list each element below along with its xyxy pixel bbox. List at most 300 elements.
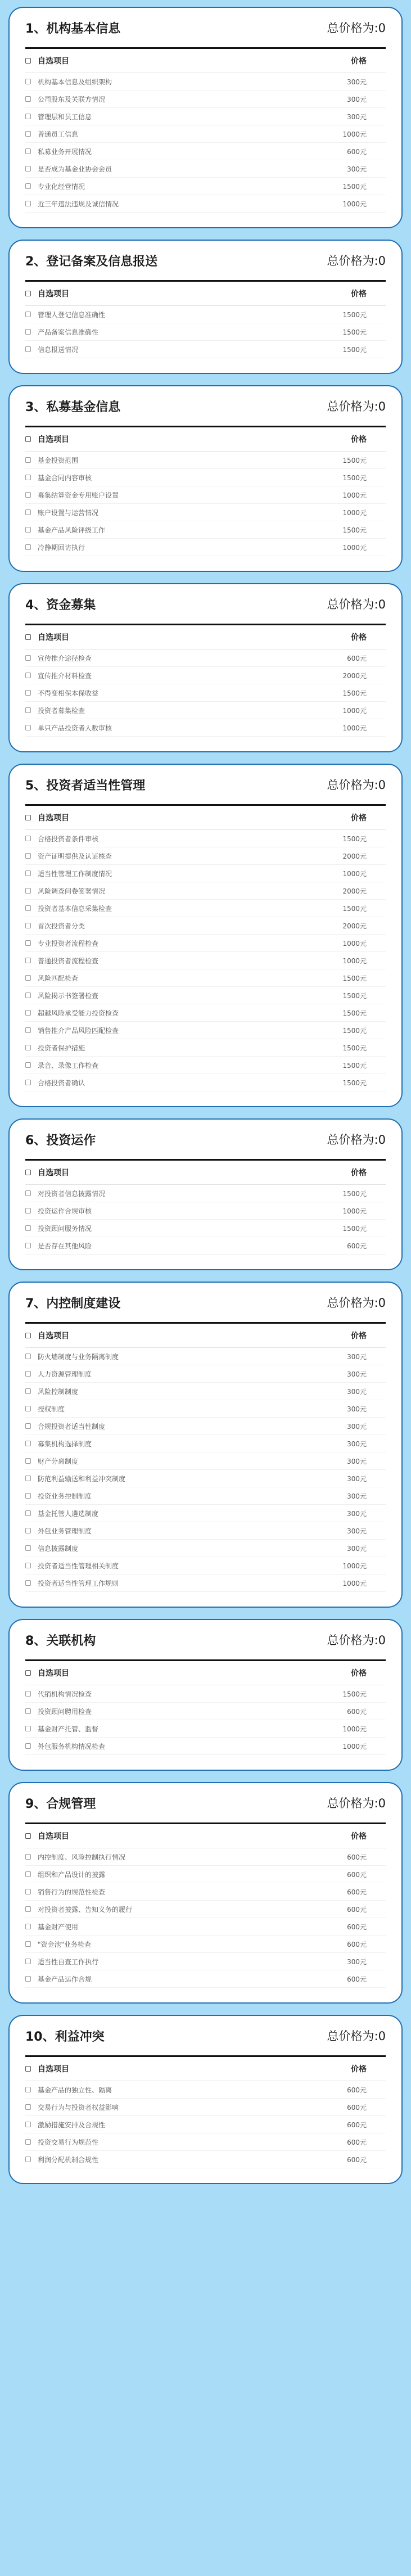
list-item[interactable]	[25, 1418, 386, 1435]
list-item-left	[25, 1078, 85, 1088]
item-price: 600元	[347, 2103, 367, 2112]
item-checkbox[interactable]	[25, 1493, 31, 1499]
list-item-left	[25, 1241, 92, 1251]
list-item[interactable]	[25, 108, 386, 125]
item-price: 1000元	[342, 508, 367, 517]
item-price: 600元	[347, 2138, 367, 2146]
item-label: 适当性自查工作执行	[38, 1957, 99, 1966]
item-label: 专业投资者流程检查	[38, 939, 99, 948]
select-all-checkbox[interactable]	[25, 291, 31, 296]
list-item[interactable]	[25, 160, 386, 178]
item-checkbox[interactable]	[25, 690, 31, 696]
item-checkbox[interactable]	[25, 329, 31, 335]
item-checkbox[interactable]	[25, 457, 31, 463]
list-item-left	[25, 723, 112, 733]
list-item[interactable]	[25, 1738, 386, 1755]
list-item[interactable]	[25, 1575, 386, 1592]
item-checkbox[interactable]	[25, 1010, 31, 1016]
item-checkbox[interactable]	[25, 475, 31, 480]
list-item[interactable]	[25, 684, 386, 702]
item-label: 单只产品投资者人数审核	[38, 724, 112, 732]
select-all-checkbox[interactable]	[25, 1670, 31, 1676]
list-item-left	[25, 2120, 105, 2130]
list-item[interactable]	[25, 1365, 386, 1383]
list-item-left	[25, 2155, 98, 2164]
total-value: 0	[378, 21, 386, 35]
list-item-left	[25, 688, 98, 698]
list-item[interactable]	[25, 1505, 386, 1522]
item-label: 管理层和员工信息	[38, 112, 92, 121]
list-item-left	[25, 1526, 92, 1536]
item-checkbox[interactable]	[25, 725, 31, 730]
item-price: 600元	[347, 1242, 367, 1250]
total-prefix: 总价格为:	[327, 1634, 378, 1647]
item-label: 外包服务机构情况检查	[38, 1742, 106, 1751]
item-price: 600元	[347, 147, 367, 156]
item-checkbox[interactable]	[25, 183, 31, 189]
list-item[interactable]	[25, 1039, 386, 1057]
list-item-left	[25, 1404, 65, 1414]
list-item[interactable]	[25, 1866, 386, 1883]
item-checkbox[interactable]	[25, 888, 31, 894]
item-checkbox[interactable]	[25, 1959, 31, 1964]
item-price: 600元	[347, 1888, 367, 1896]
list-item[interactable]	[25, 2151, 386, 2168]
item-price: 300元	[347, 1457, 367, 1465]
item-checkbox[interactable]	[25, 1528, 31, 1533]
section-title: 4、资金募集	[25, 598, 96, 612]
item-label: 对投资者披露、告知义务的履行	[38, 1905, 133, 1914]
item-checkbox[interactable]	[25, 2139, 31, 2145]
item-checkbox[interactable]	[25, 166, 31, 172]
list-item[interactable]	[25, 521, 386, 539]
list-item[interactable]	[25, 900, 386, 917]
list-item[interactable]	[25, 178, 386, 195]
item-label: 投资者适当性管理工作规则	[38, 1579, 119, 1587]
section-title: 1、机构基本信息	[25, 21, 121, 36]
item-checkbox[interactable]	[25, 492, 31, 498]
item-price: 1500元	[342, 1044, 367, 1052]
list-item[interactable]	[25, 469, 386, 486]
item-checkbox[interactable]	[25, 1243, 31, 1248]
list-item-left	[25, 1026, 119, 1035]
select-all-checkbox[interactable]	[25, 1833, 31, 1839]
item-label: 利润分配机制合规性	[38, 2155, 99, 2164]
item-price: 2000元	[342, 887, 367, 895]
item-price: 1500元	[342, 182, 367, 191]
list-item[interactable]	[25, 1522, 386, 1540]
item-checkbox[interactable]	[25, 1208, 31, 1213]
item-checkbox[interactable]	[25, 1924, 31, 1929]
item-checkbox[interactable]	[25, 1190, 31, 1196]
list-item[interactable]	[25, 847, 386, 865]
list-item[interactable]	[25, 1452, 386, 1470]
item-checkbox[interactable]	[25, 1423, 31, 1429]
list-item[interactable]	[25, 1435, 386, 1452]
item-label: 首次投资者分类	[38, 922, 85, 930]
list-item[interactable]	[25, 830, 386, 847]
select-all-checkbox[interactable]	[25, 2066, 31, 2072]
list-item[interactable]	[25, 1057, 386, 1074]
item-price: 300元	[347, 1957, 367, 1966]
column-header	[25, 49, 386, 73]
list-item-left	[25, 834, 98, 843]
list-item[interactable]	[25, 125, 386, 143]
item-checkbox[interactable]	[25, 1045, 31, 1050]
item-label: 近三年违法违规及诚信情况	[38, 200, 119, 208]
section-header	[25, 1120, 386, 1161]
section-header	[25, 765, 386, 806]
item-checkbox[interactable]	[25, 201, 31, 206]
item-price: 1500元	[342, 1189, 367, 1198]
list-item[interactable]	[25, 1936, 386, 1953]
item-price: 2000元	[342, 671, 367, 680]
item-checkbox[interactable]	[25, 1476, 31, 1481]
section-total	[327, 252, 386, 269]
list-item[interactable]	[25, 865, 386, 882]
list-item[interactable]	[25, 935, 386, 952]
item-label: "资金池"业务检查	[38, 1940, 92, 1948]
select-all-checkbox[interactable]	[25, 815, 31, 820]
list-item[interactable]	[25, 1004, 386, 1022]
item-checkbox[interactable]	[25, 1354, 31, 1359]
section-header	[25, 584, 386, 625]
list-item-left	[25, 1189, 105, 1198]
list-item-left	[25, 1491, 92, 1501]
list-item[interactable]	[25, 667, 386, 684]
section-card	[8, 2015, 403, 2184]
list-item-left	[25, 1544, 78, 1553]
list-item-left	[25, 904, 112, 913]
list-item[interactable]	[25, 1557, 386, 1575]
item-checkbox[interactable]	[25, 905, 31, 911]
item-checkbox[interactable]	[25, 2122, 31, 2127]
item-price: 300元	[347, 78, 367, 86]
section-title: 9、合规管理	[25, 1797, 96, 1811]
column-item-label: 自选项目	[38, 814, 69, 823]
list-item-left	[25, 1578, 119, 1588]
section-card	[8, 583, 403, 752]
item-checkbox[interactable]	[25, 509, 31, 515]
list-item-left	[25, 2085, 112, 2095]
item-label: 是否存在其他风险	[38, 1242, 92, 1250]
column-header-left	[25, 1667, 69, 1679]
item-label: 投资者募集检查	[38, 706, 85, 715]
section-card	[8, 240, 403, 374]
item-label: 募集机构选择制度	[38, 1440, 92, 1448]
list-item[interactable]	[25, 1970, 386, 1988]
column-header	[25, 1161, 386, 1185]
item-checkbox[interactable]	[25, 1545, 31, 1551]
list-item[interactable]	[25, 73, 386, 91]
item-checkbox[interactable]	[25, 1854, 31, 1860]
column-item-label: 自选项目	[38, 1832, 69, 1841]
list-item-left	[25, 921, 85, 931]
list-item[interactable]	[25, 486, 386, 504]
list-item[interactable]	[25, 952, 386, 969]
column-price-label: 价格	[351, 1332, 367, 1341]
item-checkbox[interactable]	[25, 1691, 31, 1697]
list-item[interactable]	[25, 1703, 386, 1720]
item-checkbox[interactable]	[25, 940, 31, 946]
item-label: 录音、录像工作检查	[38, 1061, 99, 1070]
list-item[interactable]	[25, 987, 386, 1004]
column-item-label: 自选项目	[38, 1169, 69, 1178]
column-header-left	[25, 288, 69, 299]
item-checkbox[interactable]	[25, 1889, 31, 1894]
item-checkbox[interactable]	[25, 131, 31, 137]
item-checkbox[interactable]	[25, 836, 31, 841]
select-all-checkbox[interactable]	[25, 634, 31, 640]
item-label: 投资交易行为规范性	[38, 2138, 99, 2146]
item-list	[25, 1848, 386, 1988]
list-item[interactable]	[25, 917, 386, 935]
item-label: 基金投资范围	[38, 456, 79, 464]
item-checkbox[interactable]	[25, 992, 31, 998]
item-checkbox[interactable]	[25, 1458, 31, 1464]
item-checkbox[interactable]	[25, 2104, 31, 2110]
list-item[interactable]	[25, 1348, 386, 1365]
item-price: 300元	[347, 1440, 367, 1448]
list-item-left	[25, 1742, 105, 1751]
item-label: 风险调查问卷签署情况	[38, 887, 106, 895]
list-item[interactable]	[25, 1383, 386, 1400]
item-price: 1500元	[342, 1224, 367, 1233]
section-title: 10、利益冲突	[25, 2029, 105, 2044]
list-item-left	[25, 508, 98, 517]
item-checkbox[interactable]	[25, 1871, 31, 1877]
list-item[interactable]	[25, 341, 386, 358]
item-price: 2000元	[342, 922, 367, 930]
total-prefix: 总价格为:	[327, 778, 378, 792]
select-all-checkbox[interactable]	[25, 58, 31, 64]
item-price: 600元	[347, 2121, 367, 2129]
total-value: 0	[378, 598, 386, 611]
item-label: 是否成为基金业协会会员	[38, 165, 112, 173]
item-checkbox[interactable]	[25, 527, 31, 533]
item-checkbox[interactable]	[25, 1708, 31, 1714]
item-label: 投资顾问聘用检查	[38, 1707, 92, 1716]
item-list	[25, 649, 386, 737]
item-checkbox[interactable]	[25, 346, 31, 352]
item-label: 超越风险承受能力投资检查	[38, 1009, 119, 1017]
column-price-label: 价格	[351, 2065, 367, 2074]
item-checkbox[interactable]	[25, 1941, 31, 1947]
item-label: 账户设置与运营情况	[38, 508, 99, 517]
item-price: 1000元	[342, 1207, 367, 1215]
item-checkbox[interactable]	[25, 958, 31, 963]
item-price: 2000元	[342, 852, 367, 860]
list-item[interactable]	[25, 1220, 386, 1237]
item-checkbox[interactable]	[25, 1062, 31, 1068]
column-price-label: 价格	[351, 1832, 367, 1841]
item-checkbox[interactable]	[25, 2087, 31, 2092]
list-item[interactable]	[25, 1883, 386, 1901]
list-item[interactable]	[25, 649, 386, 667]
column-price-label: 价格	[351, 57, 367, 66]
column-item-label: 自选项目	[38, 57, 69, 66]
section-header	[25, 1620, 386, 1661]
item-label: 信息披露制度	[38, 1544, 79, 1553]
list-item-left	[25, 991, 98, 1000]
item-checkbox[interactable]	[25, 148, 31, 154]
list-item[interactable]	[25, 2116, 386, 2133]
item-checkbox[interactable]	[25, 707, 31, 713]
item-checkbox[interactable]	[25, 1027, 31, 1033]
section-total	[327, 2027, 386, 2044]
section-total	[327, 595, 386, 612]
list-item[interactable]	[25, 143, 386, 160]
item-checkbox[interactable]	[25, 1976, 31, 1982]
item-label: 销售推介产品风险匹配检查	[38, 1026, 119, 1035]
item-label: 财产分离制度	[38, 1457, 79, 1465]
item-price: 1500元	[342, 473, 367, 482]
item-checkbox[interactable]	[25, 673, 31, 678]
item-price: 1500元	[342, 1009, 367, 1017]
item-price: 1500元	[342, 834, 367, 843]
list-item[interactable]	[25, 1074, 386, 1091]
item-list	[25, 2081, 386, 2168]
item-checkbox[interactable]	[25, 1580, 31, 1586]
list-item-left	[25, 706, 85, 715]
total-value: 0	[378, 1133, 386, 1147]
item-checkbox[interactable]	[25, 312, 31, 317]
item-checkbox[interactable]	[25, 1225, 31, 1231]
list-item-left	[25, 473, 92, 482]
list-item[interactable]	[25, 539, 386, 556]
list-item-left	[25, 112, 92, 121]
item-checkbox[interactable]	[25, 1743, 31, 1749]
column-header-left	[25, 55, 69, 66]
item-label: 投资业务控制制度	[38, 1492, 92, 1500]
item-label: 信息报送情况	[38, 345, 79, 354]
item-checkbox[interactable]	[25, 2157, 31, 2162]
item-checkbox[interactable]	[25, 1441, 31, 1446]
section-header	[25, 1283, 386, 1324]
total-value: 0	[378, 1634, 386, 1647]
list-item[interactable]	[25, 1848, 386, 1866]
list-item[interactable]	[25, 1953, 386, 1970]
item-label: 交易行为与投资者权益影响	[38, 2103, 119, 2112]
list-item[interactable]	[25, 2133, 386, 2151]
total-value: 0	[378, 778, 386, 792]
list-item[interactable]	[25, 1487, 386, 1505]
total-prefix: 总价格为:	[327, 2029, 378, 2043]
list-item[interactable]	[25, 1237, 386, 1255]
item-price: 1000元	[342, 1579, 367, 1587]
list-item-left	[25, 653, 92, 663]
list-item[interactable]	[25, 1185, 386, 1202]
list-item[interactable]	[25, 1470, 386, 1487]
list-item[interactable]	[25, 1022, 386, 1039]
item-checkbox[interactable]	[25, 1406, 31, 1411]
item-checkbox[interactable]	[25, 544, 31, 550]
select-all-checkbox[interactable]	[25, 436, 31, 442]
item-price: 1500元	[342, 1026, 367, 1035]
column-header-left	[25, 812, 69, 823]
item-checkbox[interactable]	[25, 923, 31, 928]
item-label: 适当性管理工作制度情况	[38, 869, 112, 878]
list-item[interactable]	[25, 323, 386, 341]
item-price: 1500元	[342, 904, 367, 913]
total-value: 0	[378, 1797, 386, 1810]
list-item-left	[25, 345, 78, 354]
item-price: 1000元	[342, 724, 367, 732]
list-item[interactable]	[25, 91, 386, 108]
item-checkbox[interactable]	[25, 853, 31, 859]
item-price: 300元	[347, 1544, 367, 1553]
section-card	[8, 1282, 403, 1608]
list-item-left	[25, 1352, 119, 1361]
list-item[interactable]	[25, 1918, 386, 1936]
list-item[interactable]	[25, 1685, 386, 1703]
item-checkbox[interactable]	[25, 1388, 31, 1394]
item-label: 风险匹配检查	[38, 974, 79, 982]
list-item[interactable]	[25, 719, 386, 737]
item-checkbox[interactable]	[25, 655, 31, 661]
list-item-left	[25, 1939, 91, 1949]
list-item[interactable]	[25, 1901, 386, 1918]
list-item[interactable]	[25, 1202, 386, 1220]
column-item-label: 自选项目	[38, 2065, 69, 2074]
section-card	[8, 1118, 403, 1270]
select-all-checkbox[interactable]	[25, 1170, 31, 1175]
item-checkbox[interactable]	[25, 1080, 31, 1085]
list-item[interactable]	[25, 1720, 386, 1738]
list-item[interactable]	[25, 2099, 386, 2116]
item-checkbox[interactable]	[25, 975, 31, 981]
list-item[interactable]	[25, 1400, 386, 1418]
list-item-left	[25, 1887, 105, 1897]
column-item-label: 自选项目	[38, 290, 69, 299]
list-item[interactable]	[25, 969, 386, 987]
list-item-left	[25, 199, 119, 209]
list-item[interactable]	[25, 1540, 386, 1557]
item-checkbox[interactable]	[25, 79, 31, 84]
item-checkbox[interactable]	[25, 1906, 31, 1912]
item-price: 1000元	[342, 130, 367, 138]
list-item[interactable]	[25, 452, 386, 469]
column-header	[25, 625, 386, 649]
item-label: 宣传推介材料检查	[38, 671, 92, 680]
list-item-left	[25, 525, 105, 535]
select-all-checkbox[interactable]	[25, 1333, 31, 1338]
item-label: 公司股东及关联方情况	[38, 95, 106, 103]
list-item[interactable]	[25, 702, 386, 719]
column-header	[25, 1324, 386, 1348]
section-header	[25, 386, 386, 427]
item-checkbox[interactable]	[25, 1371, 31, 1377]
item-checkbox[interactable]	[25, 870, 31, 876]
item-label: 投资运作合规审核	[38, 1207, 92, 1215]
list-item[interactable]	[25, 882, 386, 900]
item-label: 资产证明提供及认证核查	[38, 852, 112, 860]
list-item-left	[25, 1974, 92, 1984]
item-checkbox[interactable]	[25, 114, 31, 119]
list-item[interactable]	[25, 195, 386, 213]
list-item-left	[25, 327, 98, 337]
list-item[interactable]	[25, 2081, 386, 2099]
item-checkbox[interactable]	[25, 1510, 31, 1516]
list-item[interactable]	[25, 504, 386, 521]
column-price-label: 价格	[351, 633, 367, 642]
item-list	[25, 1185, 386, 1255]
item-checkbox[interactable]	[25, 96, 31, 102]
item-label: 投资者适当性管理相关制度	[38, 1562, 119, 1570]
item-checkbox[interactable]	[25, 1726, 31, 1731]
list-item[interactable]	[25, 306, 386, 323]
item-checkbox[interactable]	[25, 1563, 31, 1568]
